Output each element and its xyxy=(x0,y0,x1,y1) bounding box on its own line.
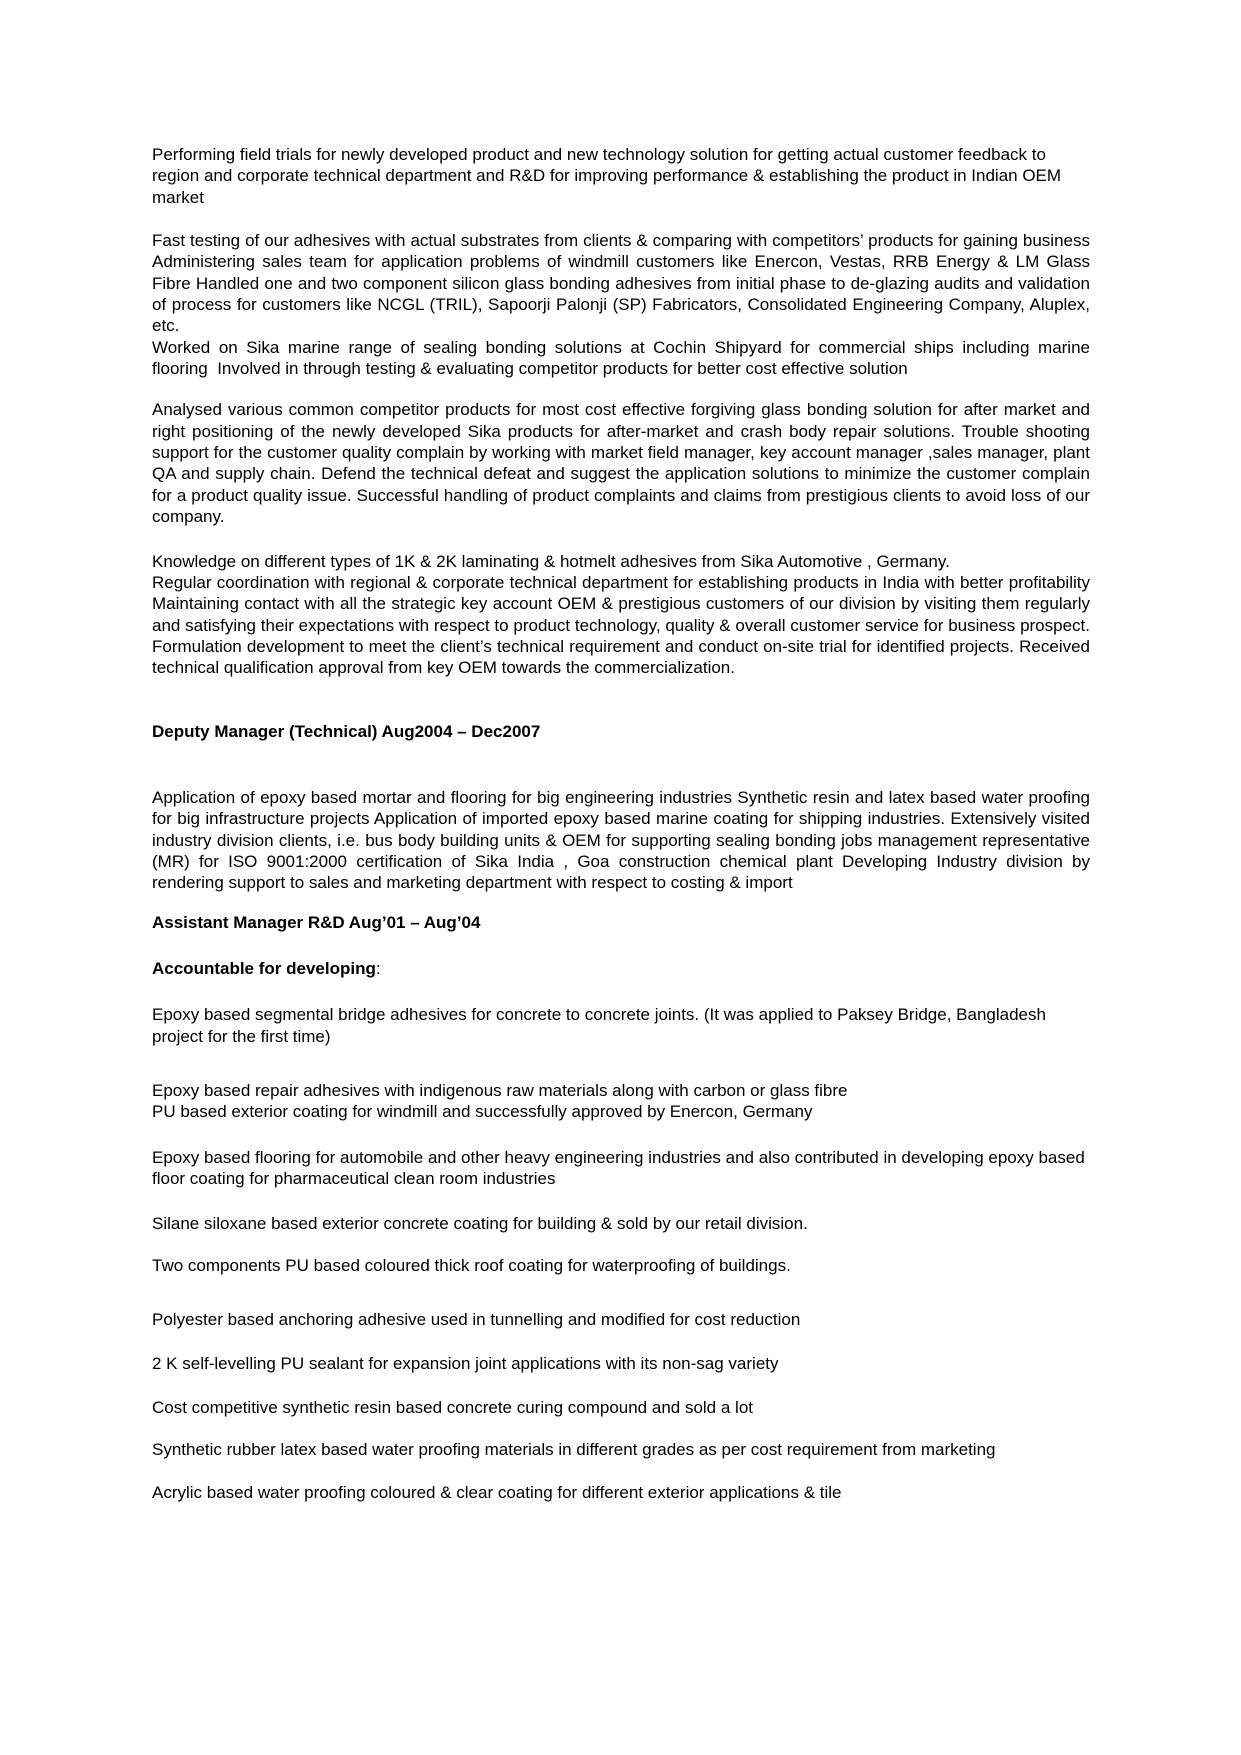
paragraph-line: PU based exterior coating for windmill and successfully approved by Enercon, Germany xyxy=(152,1102,813,1122)
paragraph-epoxy-flooring: Epoxy based flooring for automobile and other heavy engineering industries and also contributed in developing epoxy based floor coating for pharmaceutical clean room industries xyxy=(152,1147,1085,1189)
paragraph-line: Worked on Sika marine range of sealing bonding solutions at Cochin Shipyard for commercial ships including marine flooring Involved in through testing & evaluating competitor products for better cost effective solution xyxy=(152,337,1090,379)
paragraph-deputy-manager-role: Application of epoxy based mortar and flooring for big engineering industries Synthetic resin and latex based water proofing for big infrastructure projects Application of imported epoxy based marine coating for shipping industries. Extensively visited industry division clients, i.e. bus body building units & OEM for supporting sealing bonding jobs management representative (MR) for ISO 9001:2000 certification of Sika India , Goa construction chemical plant Developing Industry division by rendering support to sales and marketing department with respect to costing & import xyxy=(152,787,1090,893)
paragraph-line: Knowledge on different types of 1K & 2K laminating & hotmelt adhesives from Sika Automotive , Germany. xyxy=(152,551,950,571)
paragraph-polyester-anchoring: Polyester based anchoring adhesive used in tunnelling and modified for cost reduction xyxy=(152,1310,801,1330)
paragraph-field-trials: Performing field trials for newly developed product and new technology solution for getting actual customer feedback to region and corporate technical department and R&D for improving performance & establishing the product in Indian OEM market xyxy=(152,145,1062,207)
heading-accountable xyxy=(152,958,1090,979)
paragraph-fast-testing xyxy=(152,230,1090,379)
paragraph-line: Fast testing of our adhesives with actual substrates from clients & comparing with competitors’ products for gaining business Administering sales team for application problems of windmill customers like Enercon, Vestas, RRB Energy & LM Glass Fibre Handled one and two component silicon glass bonding adhesives from initial phase to de-glazing audits and validation of process for customers like NCGL (TRIL), Sapoorji Palonji (SP) Fabricators, Consolidated Engineering Company, Aluplex, etc. xyxy=(152,231,1090,336)
paragraph-repair-adhesives xyxy=(152,1080,1090,1123)
paragraph-silane-siloxane: Silane siloxane based exterior concrete coating for building & sold by our retail division. xyxy=(152,1214,808,1234)
paragraph-acrylic-coating: Acrylic based water proofing coloured & clear coating for different exterior applications & tile xyxy=(152,1483,842,1503)
paragraph-line: Regular coordination with regional & corporate technical department for establishing products in India with better profitability Maintaining contact with all the strategic key account OEM & prestigious customers of our division by visiting them regularly and satisfying their expectations with respect to product technology, quality & overall customer service for business prospect. Formulation development to meet the client’s technical requirement and conduct on-site trial for identified projects. Received technical qualification approval from key OEM towards the commercialization. xyxy=(152,572,1090,678)
paragraph-pu-roof-coating: Two components PU based coloured thick roof coating for waterproofing of buildings. xyxy=(152,1255,791,1275)
paragraph-knowledge-coordination xyxy=(152,551,1090,679)
paragraph-rubber-latex: Synthetic rubber latex based water proofing materials in different grades as per cost requirement from marketing xyxy=(152,1440,996,1460)
paragraph-line: Epoxy based repair adhesives with indigenous raw materials along with carbon or glass fibre xyxy=(152,1081,848,1100)
heading-accountable-colon: : xyxy=(375,958,381,978)
paragraph-segmental-bridge: Epoxy based segmental bridge adhesives for concrete to concrete joints. (It was applied to Paksey Bridge, Bangladesh project for the first time) xyxy=(152,1005,1046,1046)
heading-accountable-label: Accountable for developing xyxy=(152,958,376,978)
paragraph-competitor-analysis: Analysed various common competitor products for most cost effective forgiving glass bonding solution for after market and right positioning of the newly developed Sika products for after-market and crash body repair solutions. Trouble shooting support for the customer quality complain by working with market field manager, key account manager ,sales manager, plant QA and supply chain. Defend the technical defeat and suggest the application solutions to minimize the customer complain for a product quality issue. Successful handling of product complaints and claims from prestigious clients to avoid loss of our company. xyxy=(152,400,1090,527)
heading-assistant-manager: Assistant Manager R&D Aug’01 – Aug’04 xyxy=(152,912,481,932)
heading-deputy-manager: Deputy Manager (Technical) Aug2004 – Dec2007 xyxy=(152,721,541,741)
paragraph-curing-compound: Cost competitive synthetic resin based concrete curing compound and sold a lot xyxy=(152,1397,753,1417)
paragraph-pu-sealant: 2 K self-levelling PU sealant for expansion joint applications with its non-sag variety xyxy=(152,1354,779,1374)
